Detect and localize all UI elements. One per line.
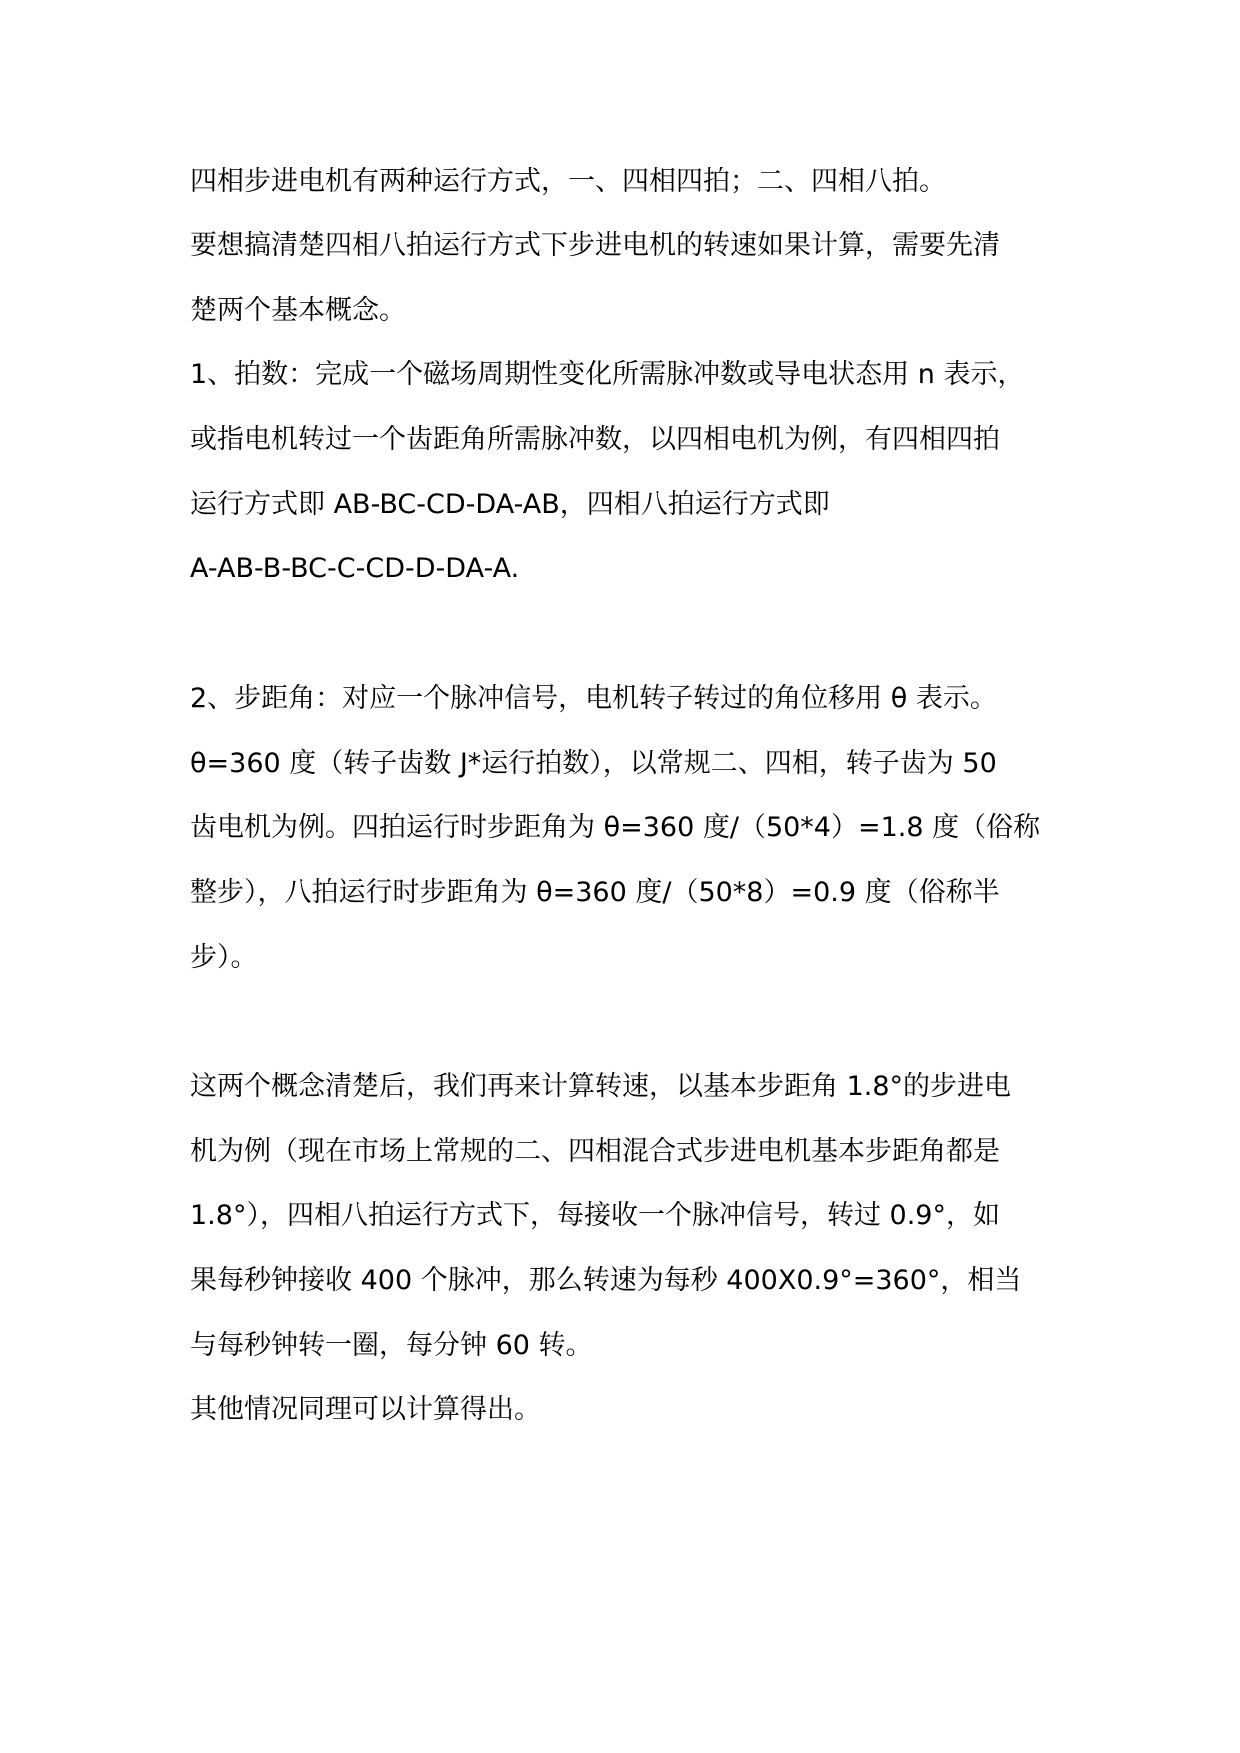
section2-line-2: θ=360 度（转子齿数 J*运行拍数），以常规二、四相，转子齿为 50 xyxy=(190,748,997,779)
section1-line-1: 1、拍数：完成一个磁场周期性变化所需脉冲数或导电状态用 n 表示， xyxy=(190,359,1025,390)
section3-line-6: 其他情况同理可以计算得出。 xyxy=(190,1394,541,1425)
section2-line-1: 2、步距角：对应一个脉冲信号，电机转子转过的角位移用 θ 表示。 xyxy=(190,683,997,714)
section3-line-3: 1.8°），四相八拍运行方式下，每接收一个脉冲信号，转过 0.9°，如 xyxy=(190,1200,1000,1231)
section3-line-1: 这两个概念清楚后，我们再来计算转速，以基本步距角 1.8°的步进电 xyxy=(190,1071,1012,1102)
section3-line-4: 果每秒钟接收 400 个脉冲，那么转速为每秒 400X0.9°=360°，相当 xyxy=(190,1265,1022,1296)
section1-line-2: 或指电机转过一个齿距角所需脉冲数，以四相电机为例，有四相四拍 xyxy=(190,424,1000,455)
section2-line-5: 步）。 xyxy=(190,942,258,973)
intro-line-1: 四相步进电机有两种运行方式，一、四相四拍；二、四相八拍。 xyxy=(190,166,946,197)
section2-line-3: 齿电机为例。四拍运行时步距角为 θ=360 度/（50*4）=1.8 度（俗称 xyxy=(190,812,1041,843)
intro-line-3: 楚两个基本概念。 xyxy=(190,295,406,326)
section3-line-5: 与每秒钟转一圈，每分钟 60 转。 xyxy=(190,1330,593,1361)
section3-line-2: 机为例（现在市场上常规的二、四相混合式步进电机基本步距角都是 xyxy=(190,1136,1000,1167)
section1-line-4: A-AB-B-BC-C-CD-D-DA-A. xyxy=(190,553,520,584)
section2-line-4: 整步），八拍运行时步距角为 θ=360 度/（50*8）=0.9 度（俗称半 xyxy=(190,877,1000,908)
intro-line-2: 要想搞清楚四相八拍运行方式下步进电机的转速如果计算，需要先清 xyxy=(190,230,1000,261)
section1-line-3: 运行方式即 AB-BC-CD-DA-AB，四相八拍运行方式即 xyxy=(190,489,830,520)
